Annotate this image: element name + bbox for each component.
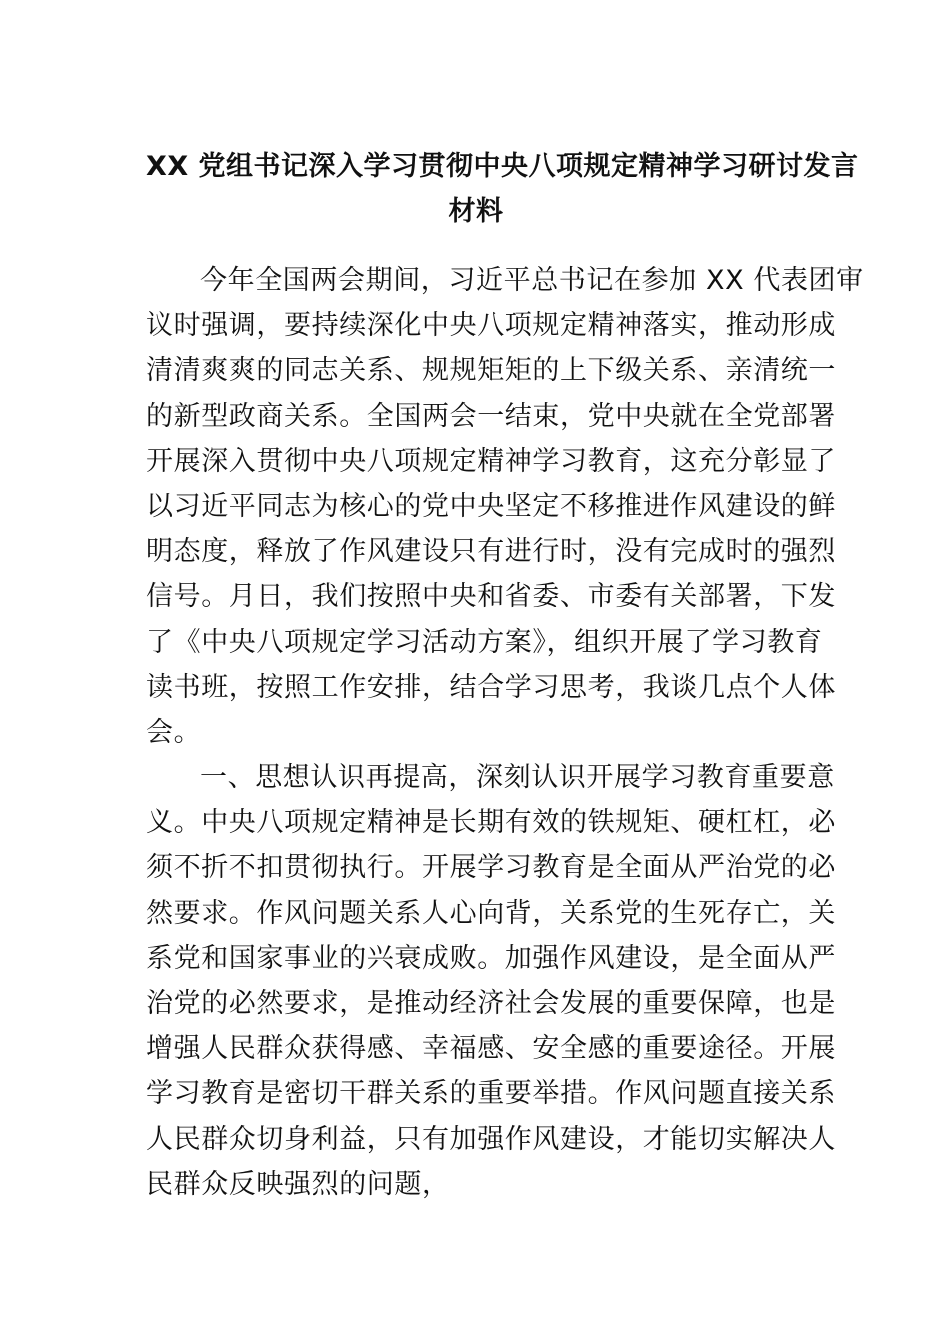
paragraph-line: 增强人民群众获得感、幸福感、安全感的重要途径。开展 [146, 1033, 836, 1065]
paragraph-line: 清清爽爽的同志关系、规规矩矩的上下级关系、亲清统一 [146, 355, 836, 387]
document-title [146, 144, 859, 234]
paragraph-line: 开展深入贯彻中央八项规定精神学习教育，这充分彰显了 [146, 445, 836, 477]
paragraph-line: 学习教育是密切干群关系的重要举措。作风问题直接关系 [146, 1078, 836, 1110]
paragraph-line: 义。中央八项规定精神是长期有效的铁规矩、硬杠杠，必 [146, 807, 836, 839]
paragraph-line: 以习近平同志为核心的党中央坚定不移推进作风建设的鲜 [146, 490, 836, 522]
paragraph-line: 明态度，释放了作风建设只有进行时，没有完成时的强烈 [146, 536, 836, 568]
paragraph-line: 的新型政商关系。全国两会一结束，党中央就在全党部署 [146, 400, 836, 432]
paragraph-line: 今年全国两会期间，习近平总书记在参加 XX 代表团审 [200, 265, 864, 296]
paragraph-line: 治党的必然要求，是推动经济社会发展的重要保障，也是 [146, 988, 836, 1019]
document-body [146, 258, 864, 1207]
paragraph-line: 会。 [146, 716, 202, 748]
paragraph-line: 人民群众切身利益，只有加强作风建设，才能切实解决人 [146, 1123, 836, 1155]
paragraph-line: 系党和国家事业的兴衰成败。加强作风建设，是全面从严 [146, 942, 836, 974]
paragraph-line: 一、思想认识再提高，深刻认识开展学习教育重要意 [200, 762, 835, 794]
paragraph-line: 须不折不扣贯彻执行。开展学习教育是全面从严治党的必 [146, 852, 836, 884]
title-line-1: XX 党组书记深入学习贯彻中央八项规定精神学习研讨发言 [146, 151, 859, 182]
paragraph-line: 民群众反映强烈的问题， [146, 1168, 450, 1200]
paragraph-line: 议时强调，要持续深化中央八项规定精神落实，推动形成 [146, 310, 836, 342]
title-line-2: 材料 [448, 196, 504, 228]
paragraph-line: 了《中央八项规定学习活动方案》，组织开展了学习教育 [146, 626, 823, 658]
paragraph-line: 读书班，按照工作安排，结合学习思考，我谈几点个人体 [146, 671, 836, 703]
paragraph-section-one [146, 755, 836, 1207]
paragraph-line: 然要求。作风问题关系人心向背，关系党的生死存亡，关 [146, 897, 836, 929]
paragraph-line: 信号。月日，我们按照中央和省委、市委有关部署，下发 [146, 581, 836, 613]
paragraph-intro [146, 258, 864, 755]
